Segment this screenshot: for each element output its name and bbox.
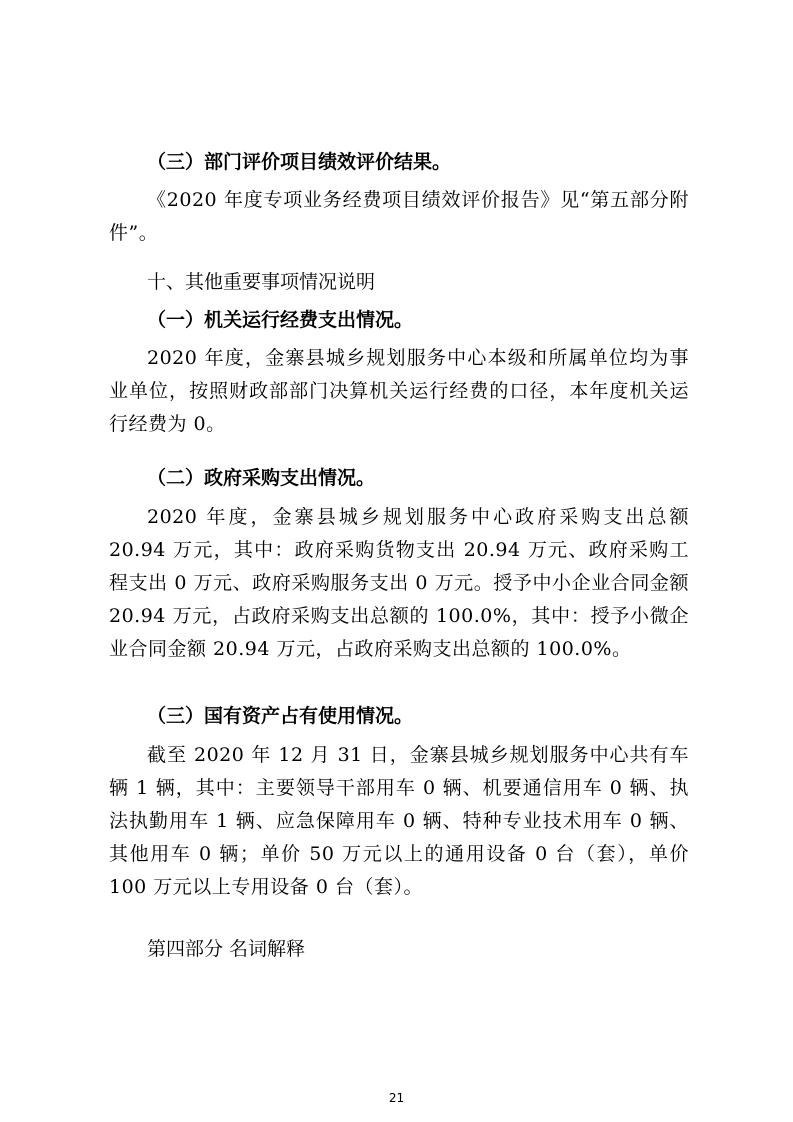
- part-heading-glossary: 第四部分 名词解释: [147, 938, 306, 960]
- section-heading-performance-results: （三）部门评价项目绩效评价结果。: [147, 151, 452, 173]
- paragraph-state-assets: 截至 2020 年 12 月 31 日，金寨县城乡规划服务中心共有车辆 1 辆，其中：主要领导干部用车 0 辆、机要通信用车 0 辆、执法执勤用车 1 辆、应急保障用车 0 辆、特种专业技术用车 0 辆、其他用车 0 辆；单价 50 万元以上的通用设备 0 台（套），单价100 万元以上专用设备 0 台（套）。: [109, 744, 689, 898]
- subsection-heading-government-procurement: （二）政府采购支出情况。: [147, 467, 376, 489]
- paragraph-operating-expenses: 2020 年度，金寨县城乡规划服务中心本级和所属单位均为事业单位，按照财政部部门决算机关运行经费的口径，本年度机关运行经费为 0。: [109, 347, 689, 435]
- subsection-heading-operating-expenses: （一）机关运行经费支出情况。: [147, 309, 414, 331]
- paragraph-performance-report: 《2020 年度专项业务经费项目绩效评价报告》见“第五部分附件”。: [109, 189, 689, 244]
- paragraph-government-procurement: 2020 年度，金寨县城乡规划服务中心政府采购支出总额20.94 万元，其中：政府采购货物支出 20.94 万元、政府采购工程支出 0 万元、政府采购服务支出 0 万元。授予中小企业合同金额 20.94 万元，占政府采购支出总额的 100.0%，其中：授予小微企业合同金额 20.94 万元，占政府采购支出总额的 100.0%。: [109, 506, 689, 660]
- page-number: 21: [388, 1091, 405, 1105]
- subsection-heading-state-assets: （三）国有资产占有使用情况。: [147, 705, 414, 727]
- section-heading-other-matters: 十、其他重要事项情况说明: [147, 271, 376, 293]
